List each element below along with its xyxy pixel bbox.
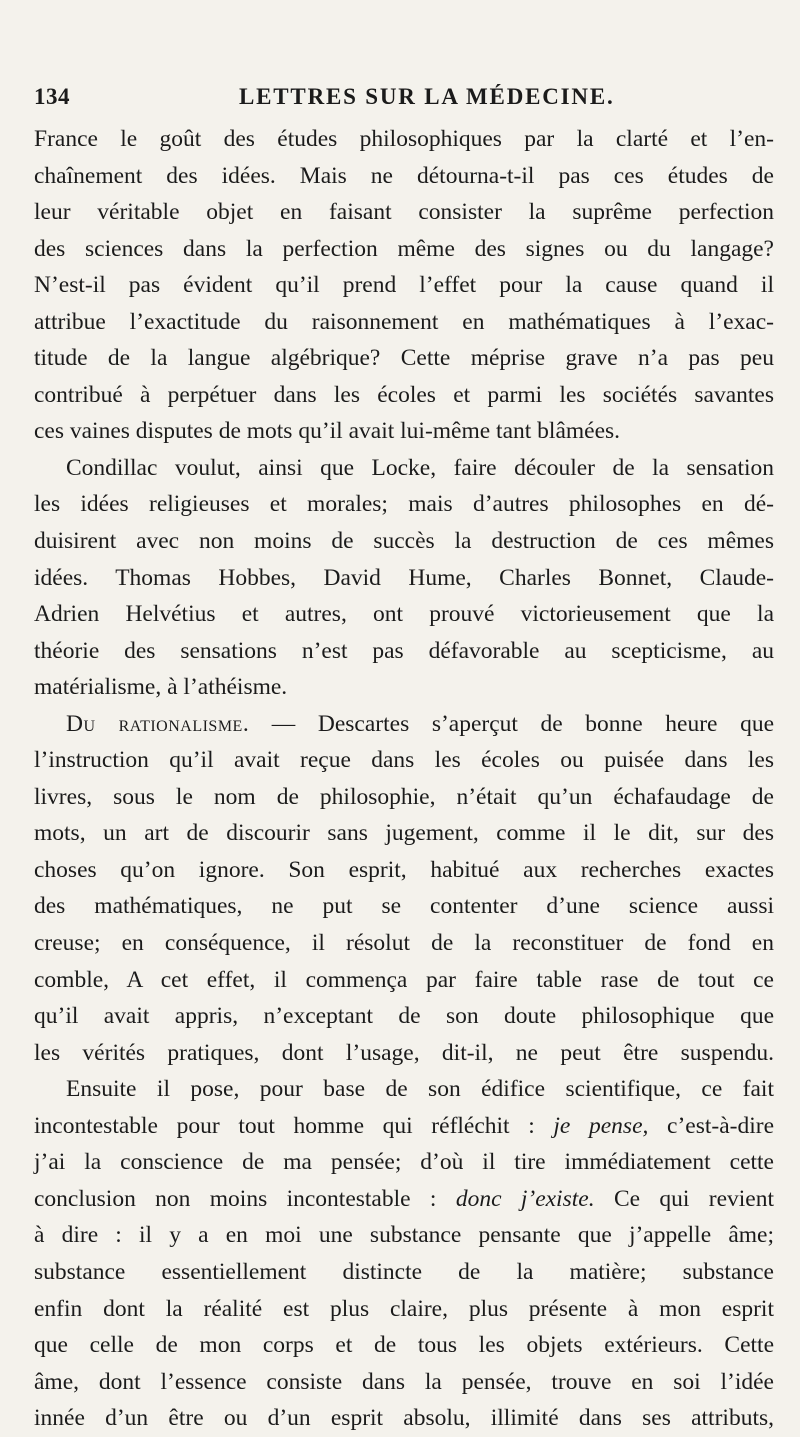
text-line: qu’il avait appris, n’exceptant de son doute philosophique que [34, 1003, 774, 1030]
text-line: leur véritable objet en faisant consister la suprême perfection [34, 199, 774, 226]
text-line: que celle de mon corps et de tous les objets extérieurs. Cette [34, 1332, 774, 1359]
section-heading: Du rationalisme. [66, 710, 250, 737]
text-line: Adrien Helvétius et autres, ont prouvé victorieusement que la [34, 601, 774, 628]
text-line-segment: conclusion non moins incontestable : [34, 1185, 437, 1212]
text-line: innée d’un être ou d’un esprit absolu, illimité dans ses attributs, [34, 1405, 774, 1432]
text-line: duisirent avec non moins de succès la destruction de ces mêmes [34, 528, 774, 555]
text-line: chaînement des idées. Mais ne détourna-t-il pas ces études de [34, 162, 774, 189]
italic-phrase: donc j’existe. [455, 1185, 595, 1212]
text-line: idées. Thomas Hobbes, David Hume, Charles Bonnet, Claude- [34, 564, 774, 591]
text-line: creuse; en conséquence, il résolut de la reconstituer de fond en [34, 930, 774, 957]
text-line-segment: Descartes s’aperçut de bonne heure que [317, 710, 775, 737]
text-line-segment: incontestable pour tout homme qui réfléchit : [34, 1112, 535, 1139]
text-line: enfin dont la réalité est plus claire, plus présente à mon esprit [34, 1295, 774, 1322]
italic-phrase: je pense, [553, 1112, 649, 1139]
text-line: choses qu’on ignore. Son esprit, habitué aux recherches exactes [34, 856, 774, 883]
heading-dash: — [249, 710, 318, 737]
text-line: N’est-il pas évident qu’il prend l’effet pour la cause quand il [34, 272, 774, 299]
text-line: contribué à perpétuer dans les écoles et parmi les sociétés savantes [34, 381, 774, 408]
text-line: âme, dont l’essence consiste dans la pensée, trouve en soi l’idée [34, 1368, 774, 1395]
text-line: matérialisme, à l’athéisme. [34, 674, 288, 701]
text-line-mixed [34, 1108, 774, 1145]
text-line: livres, sous le nom de philosophie, n’était qu’un échafaudage de [34, 783, 774, 810]
text-line-segment: c’est-à-dire [667, 1112, 775, 1139]
text-line: France le goût des études philosophiques par la clarté et l’en- [34, 126, 774, 152]
text-line: des mathématiques, ne put se contenter d’une science aussi [34, 893, 774, 920]
text-line: les vérités pratiques, dont l’usage, dit-il, ne peut être suspendu. [34, 1039, 774, 1066]
body-text [34, 121, 774, 1437]
text-line: mots, un art de discourir sans jugement, comme il le dit, sur des [34, 820, 774, 847]
text-line: titude de la langue algébrique? Cette méprise grave n’a pas peu [34, 345, 774, 372]
text-line: les idées religieuses et morales; mais d’autres philosophes en dé- [34, 491, 774, 518]
text-line-mixed [34, 1181, 774, 1218]
page-number: 134 [34, 84, 70, 109]
text-line: attribue l’exactitude du raisonnement en mathématiques à l’exac- [34, 308, 774, 335]
text-line: à dire : il y a en moi une substance pensante que j’appelle âme; [34, 1222, 774, 1249]
text-line: j’ai la conscience de ma pensée; d’où il tire immédiatement cette [34, 1149, 774, 1176]
text-line: ces vaines disputes de mots qu’il avait lui-même tant blâmées. [34, 418, 621, 445]
text-line: Ensuite il pose, pour base de son édifice scientifique, ce fait [66, 1076, 774, 1103]
page-header [34, 84, 774, 114]
text-line: des sciences dans la perfection même des signes ou du langage? [34, 235, 774, 262]
text-line-segment: Ce qui revient [613, 1185, 775, 1212]
running-title: LETTRES SUR LA MÉDECINE. [239, 84, 615, 109]
text-line: l’instruction qu’il avait reçue dans les écoles ou puisée dans les [34, 747, 774, 774]
text-line: théorie des sensations n’est pas défavorable au scepticisme, au [34, 637, 774, 664]
text-line: substance essentiellement distincte de la matière; substance [34, 1258, 774, 1285]
text-line: comble, A cet effet, il commença par faire table rase de tout ce [34, 966, 774, 993]
text-line: Condillac voulut, ainsi que Locke, faire découler de la sensation [66, 454, 774, 481]
section-line [34, 706, 774, 743]
